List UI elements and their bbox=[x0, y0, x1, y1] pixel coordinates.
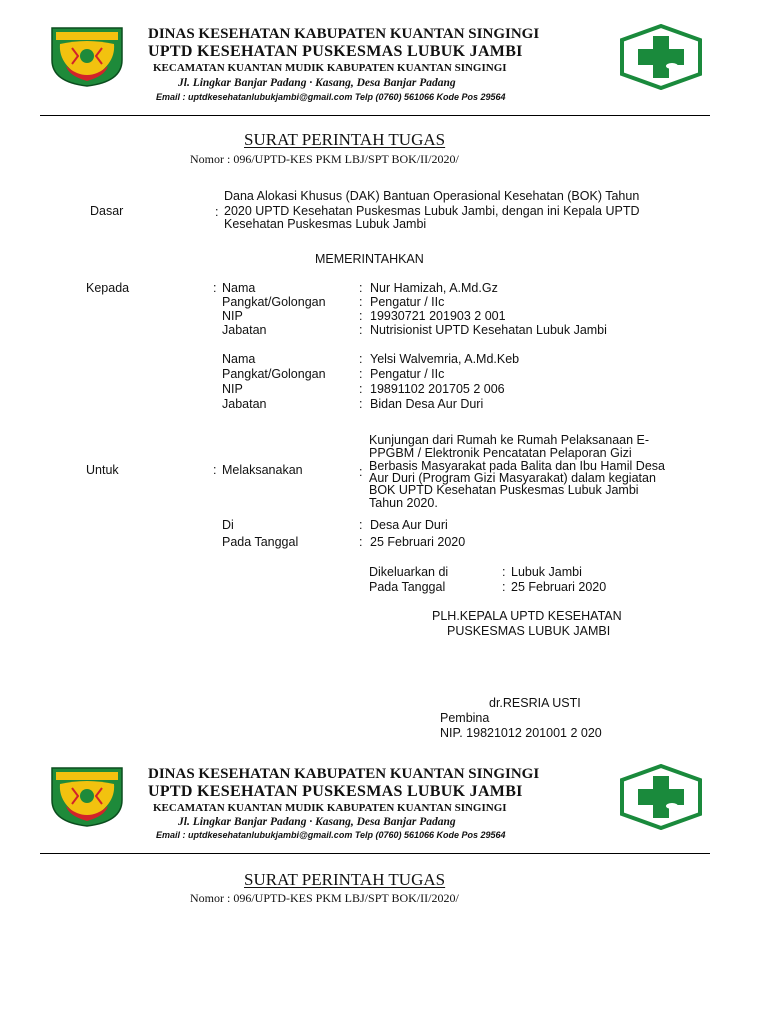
person-2-pangkat-label: Pangkat/Golongan bbox=[222, 367, 326, 381]
signature-rank: Pembina bbox=[440, 711, 490, 725]
melaksanakan-label: Melaksanakan bbox=[222, 463, 303, 477]
kop-kecamatan: KECAMATAN KUANTAN MUDIK KABUPATEN KUANTAN SINGINGI bbox=[153, 802, 507, 814]
kop-uptd: UPTD KESEHATAN PUSKESMAS LUBUK JAMBI bbox=[148, 783, 523, 800]
dasar-line-2: 2020 UPTD Kesehatan Puskesmas Lubuk Jambi, dengan ini Kepala UPTD bbox=[224, 204, 640, 218]
person-1-nip: 19930721 201903 2 001 bbox=[370, 309, 506, 323]
untuk-label: Untuk bbox=[86, 463, 119, 477]
dasar-line-3: Kesehatan Puskesmas Lubuk Jambi bbox=[224, 217, 427, 231]
melaksanakan-colon: : bbox=[359, 465, 363, 479]
pada-tanggal-value: 25 Februari 2020 bbox=[370, 535, 466, 549]
person-1-nama-label: Nama bbox=[222, 281, 256, 295]
pada-tanggal-label: Pada Tanggal bbox=[222, 535, 299, 549]
untuk-line-5: BOK UPTD Kesehatan Puskesmas Lubuk Jambi bbox=[369, 483, 639, 497]
person-2-pangkat: Pengatur / IIc bbox=[370, 367, 445, 381]
kop-dinas: DINAS KESEHATAN KABUPATEN KUANTAN SINGINGI bbox=[148, 26, 540, 42]
untuk-line-3: Berbasis Masyarakat pada Balita dan Ibu Hamil Desa bbox=[369, 459, 665, 473]
dikeluarkan-label: Dikeluarkan di bbox=[369, 565, 449, 579]
person-1-pangkat-label: Pangkat/Golongan bbox=[222, 295, 326, 309]
person-2-nama-label: Nama bbox=[222, 352, 256, 366]
person-1-nip-label: NIP bbox=[222, 309, 243, 323]
kop-email: Email : uptdkesehatanlubukjambi@gmail.com Telp (0760) 561066 Kode Pos 29564 bbox=[156, 92, 506, 102]
person-2-jabatan: Bidan Desa Aur Duri bbox=[370, 397, 484, 411]
signature-title-1: PLH.KEPALA UPTD KESEHATAN bbox=[432, 609, 622, 623]
kop-alamat: Jl. Lingkar Banjar Padang · Kasang, Desa Banjar Padang bbox=[178, 816, 456, 828]
untuk-line-4: Aur Duri (Program Gizi Masyarakat) dalam kegiatan bbox=[369, 471, 656, 485]
kepada-label: Kepada bbox=[86, 281, 130, 295]
dasar-colon: : bbox=[215, 205, 219, 219]
person-2-colons: : : : : bbox=[359, 352, 363, 411]
kepada-colon: : bbox=[213, 281, 217, 295]
document-number: Nomor : 096/UPTD-KES PKM LBJ/SPT BOK/II/2020/ bbox=[190, 891, 459, 905]
pada-tanggal-colon: : bbox=[359, 535, 363, 549]
kop-divider bbox=[40, 853, 710, 854]
puskesmas-cross-logo bbox=[620, 24, 702, 90]
person-2-jabatan-label: Jabatan bbox=[222, 397, 267, 411]
dasar-line-1: Dana Alokasi Khusus (DAK) Bantuan Operasional Kesehatan (BOK) Tahun bbox=[224, 189, 640, 203]
kop-kecamatan: KECAMATAN KUANTAN MUDIK KABUPATEN KUANTAN SINGINGI bbox=[153, 62, 507, 74]
kop-email: Email : uptdkesehatanlubukjambi@gmail.com Telp (0760) 561066 Kode Pos 29564 bbox=[156, 830, 506, 840]
signature-title-2: PUSKESMAS LUBUK JAMBI bbox=[447, 624, 611, 638]
di-colon: : bbox=[359, 518, 363, 532]
kop-uptd: UPTD KESEHATAN PUSKESMAS LUBUK JAMBI bbox=[148, 43, 523, 60]
signature-name: dr.RESRIA USTI bbox=[489, 696, 581, 710]
di-value: Desa Aur Duri bbox=[370, 518, 448, 532]
person-1-nama: Nur Hamizah, A.Md.Gz bbox=[370, 281, 498, 295]
dasar-label: Dasar bbox=[90, 204, 124, 218]
untuk-line-2: PPGBM / Elektronik Pencatatan Pelaporan Gizi bbox=[369, 446, 632, 460]
person-1-colons: : : : : bbox=[359, 281, 363, 337]
dikeluarkan-tanggal-value: 25 Februari 2020 bbox=[511, 580, 607, 594]
untuk-colon: : bbox=[213, 463, 217, 477]
memerintahkan-heading: MEMERINTAHKAN bbox=[315, 252, 424, 266]
dikeluarkan-tanggal-label: Pada Tanggal bbox=[369, 580, 446, 594]
person-2-nip-label: NIP bbox=[222, 382, 243, 396]
kuantan-singingi-emblem bbox=[50, 766, 124, 828]
kop-dinas: DINAS KESEHATAN KABUPATEN KUANTAN SINGINGI bbox=[148, 766, 540, 782]
dikeluarkan-value: Lubuk Jambi bbox=[511, 565, 582, 579]
signature-nip: NIP. 19821012 201001 2 020 bbox=[440, 726, 602, 740]
person-2-nip: 19891102 201705 2 006 bbox=[370, 382, 505, 396]
dikeluarkan-tanggal-colon: : bbox=[502, 580, 506, 594]
dikeluarkan-colon: : bbox=[502, 565, 506, 579]
person-1-jabatan-label: Jabatan bbox=[222, 323, 267, 337]
kuantan-singingi-emblem bbox=[50, 26, 124, 88]
person-1-jabatan: Nutrisionist UPTD Kesehatan Lubuk Jambi bbox=[370, 323, 607, 337]
person-1-pangkat: Pengatur / IIc bbox=[370, 295, 445, 309]
document-title: SURAT PERINTAH TUGAS bbox=[244, 870, 446, 889]
person-2-nama: Yelsi Walvemria, A.Md.Keb bbox=[370, 352, 520, 366]
kop-divider bbox=[40, 115, 710, 116]
di-label: Di bbox=[222, 518, 234, 532]
kop-alamat: Jl. Lingkar Banjar Padang · Kasang, Desa Banjar Padang bbox=[178, 77, 456, 89]
untuk-line-6: Tahun 2020. bbox=[369, 496, 438, 510]
document-title: SURAT PERINTAH TUGAS bbox=[244, 130, 446, 149]
document-number: Nomor : 096/UPTD-KES PKM LBJ/SPT BOK/II/2020/ bbox=[190, 152, 459, 166]
untuk-line-1: Kunjungan dari Rumah ke Rumah Pelaksanaan E- bbox=[369, 433, 650, 447]
puskesmas-cross-logo bbox=[620, 764, 702, 830]
